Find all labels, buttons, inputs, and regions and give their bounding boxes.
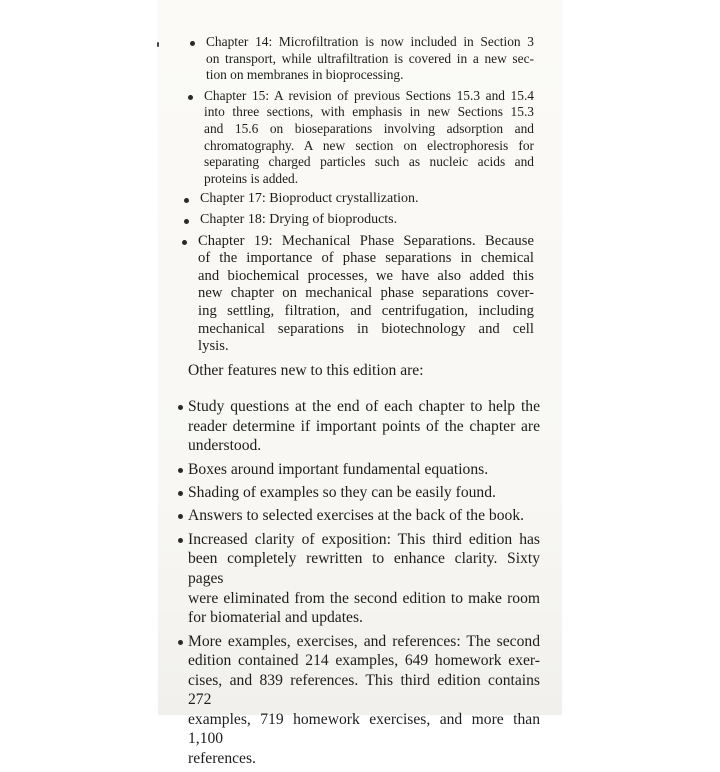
- text-line: been completely rewritten to enhance clarity. Sixty pages: [188, 550, 540, 587]
- text-line: mechanical separations in biotechnology and cell: [198, 320, 534, 337]
- text-line: and 15.6 on bioseparations involving adsorption and: [204, 120, 534, 136]
- text-line: Chapter 15: A revision of previous Sections 15.3 and 15.4: [204, 87, 534, 103]
- text-line: and biochemical processes, we have also added this: [198, 267, 534, 284]
- text-line: reader determine if important points of the chapter are: [188, 417, 540, 435]
- text-line: Chapter 18: Drying of bioproducts.: [200, 211, 398, 227]
- text-line: Chapter 19: Mechanical Phase Separations. Because: [198, 232, 534, 249]
- list-item-chapter-15: [188, 88, 534, 188]
- text-line: were eliminated from the second edition to make room: [188, 589, 540, 607]
- list-item-chapter-18: [184, 212, 534, 229]
- text-line: separating charged particles such as nucleic acids and: [204, 154, 534, 170]
- list-item-clarity: [178, 530, 540, 628]
- text-line: Boxes around important fundamental equations.: [188, 460, 489, 478]
- text-line: of the importance of phase separations in chemical: [198, 250, 534, 267]
- list-item-chapter-14: [190, 34, 534, 84]
- text-line: Chapter 17: Bioproduct crystallization.: [200, 191, 419, 207]
- text-line: Chapter 14: Microfiltration is now included in Section 3: [206, 34, 534, 49]
- features-list: [178, 397, 540, 772]
- text-line: Study questions at the end of each chapter to help the: [188, 398, 540, 415]
- text-line: understood.: [188, 437, 262, 455]
- list-item-chapter-17: [184, 191, 534, 208]
- text-line: references.: [188, 750, 256, 768]
- list-item-boxes: [178, 460, 540, 480]
- text-line: chromatography. A new section on electrophoresis for: [204, 137, 534, 153]
- text-line: tion on membranes in bioprocessing.: [206, 67, 404, 83]
- features-intro: Other features new to this edition are:: [188, 362, 424, 379]
- text-line: examples, 719 homework exercises, and more than 1,100: [188, 710, 540, 748]
- list-item-chapter-19: [182, 233, 534, 356]
- chapter-changes-list: [182, 34, 534, 360]
- text-line: Shading of examples so they can be easily found.: [188, 483, 496, 501]
- list-item-shading: [178, 483, 540, 503]
- text-line: new chapter on mechanical phase separations cover-: [198, 285, 534, 302]
- text-line: into three sections, with emphasis in new Sections 15.3: [204, 104, 534, 120]
- text-line: proteins is added.: [204, 170, 299, 186]
- list-item-study-questions: [178, 397, 540, 456]
- text-line: lysis.: [198, 338, 229, 355]
- margin-mark: [157, 42, 159, 47]
- text-line: for biomaterial and updates.: [188, 609, 363, 627]
- text-line: cises, and 839 references. This third edition contains 272: [188, 671, 540, 709]
- text-line: ing settling, filtration, and centrifugation, including: [198, 302, 534, 319]
- text-line: on transport, while ultrafiltration is covered in a new sec-: [206, 50, 534, 66]
- text-line: Answers to selected exercises at the back of the book.: [188, 507, 525, 525]
- text-line: Increased clarity of exposition: This third edition has: [188, 530, 540, 548]
- text-line: More examples, exercises, and references: The second: [188, 632, 540, 650]
- text-line: edition contained 214 examples, 649 homework exer-: [188, 652, 540, 670]
- list-item-more-examples: [178, 632, 540, 769]
- list-item-answers: [178, 506, 540, 526]
